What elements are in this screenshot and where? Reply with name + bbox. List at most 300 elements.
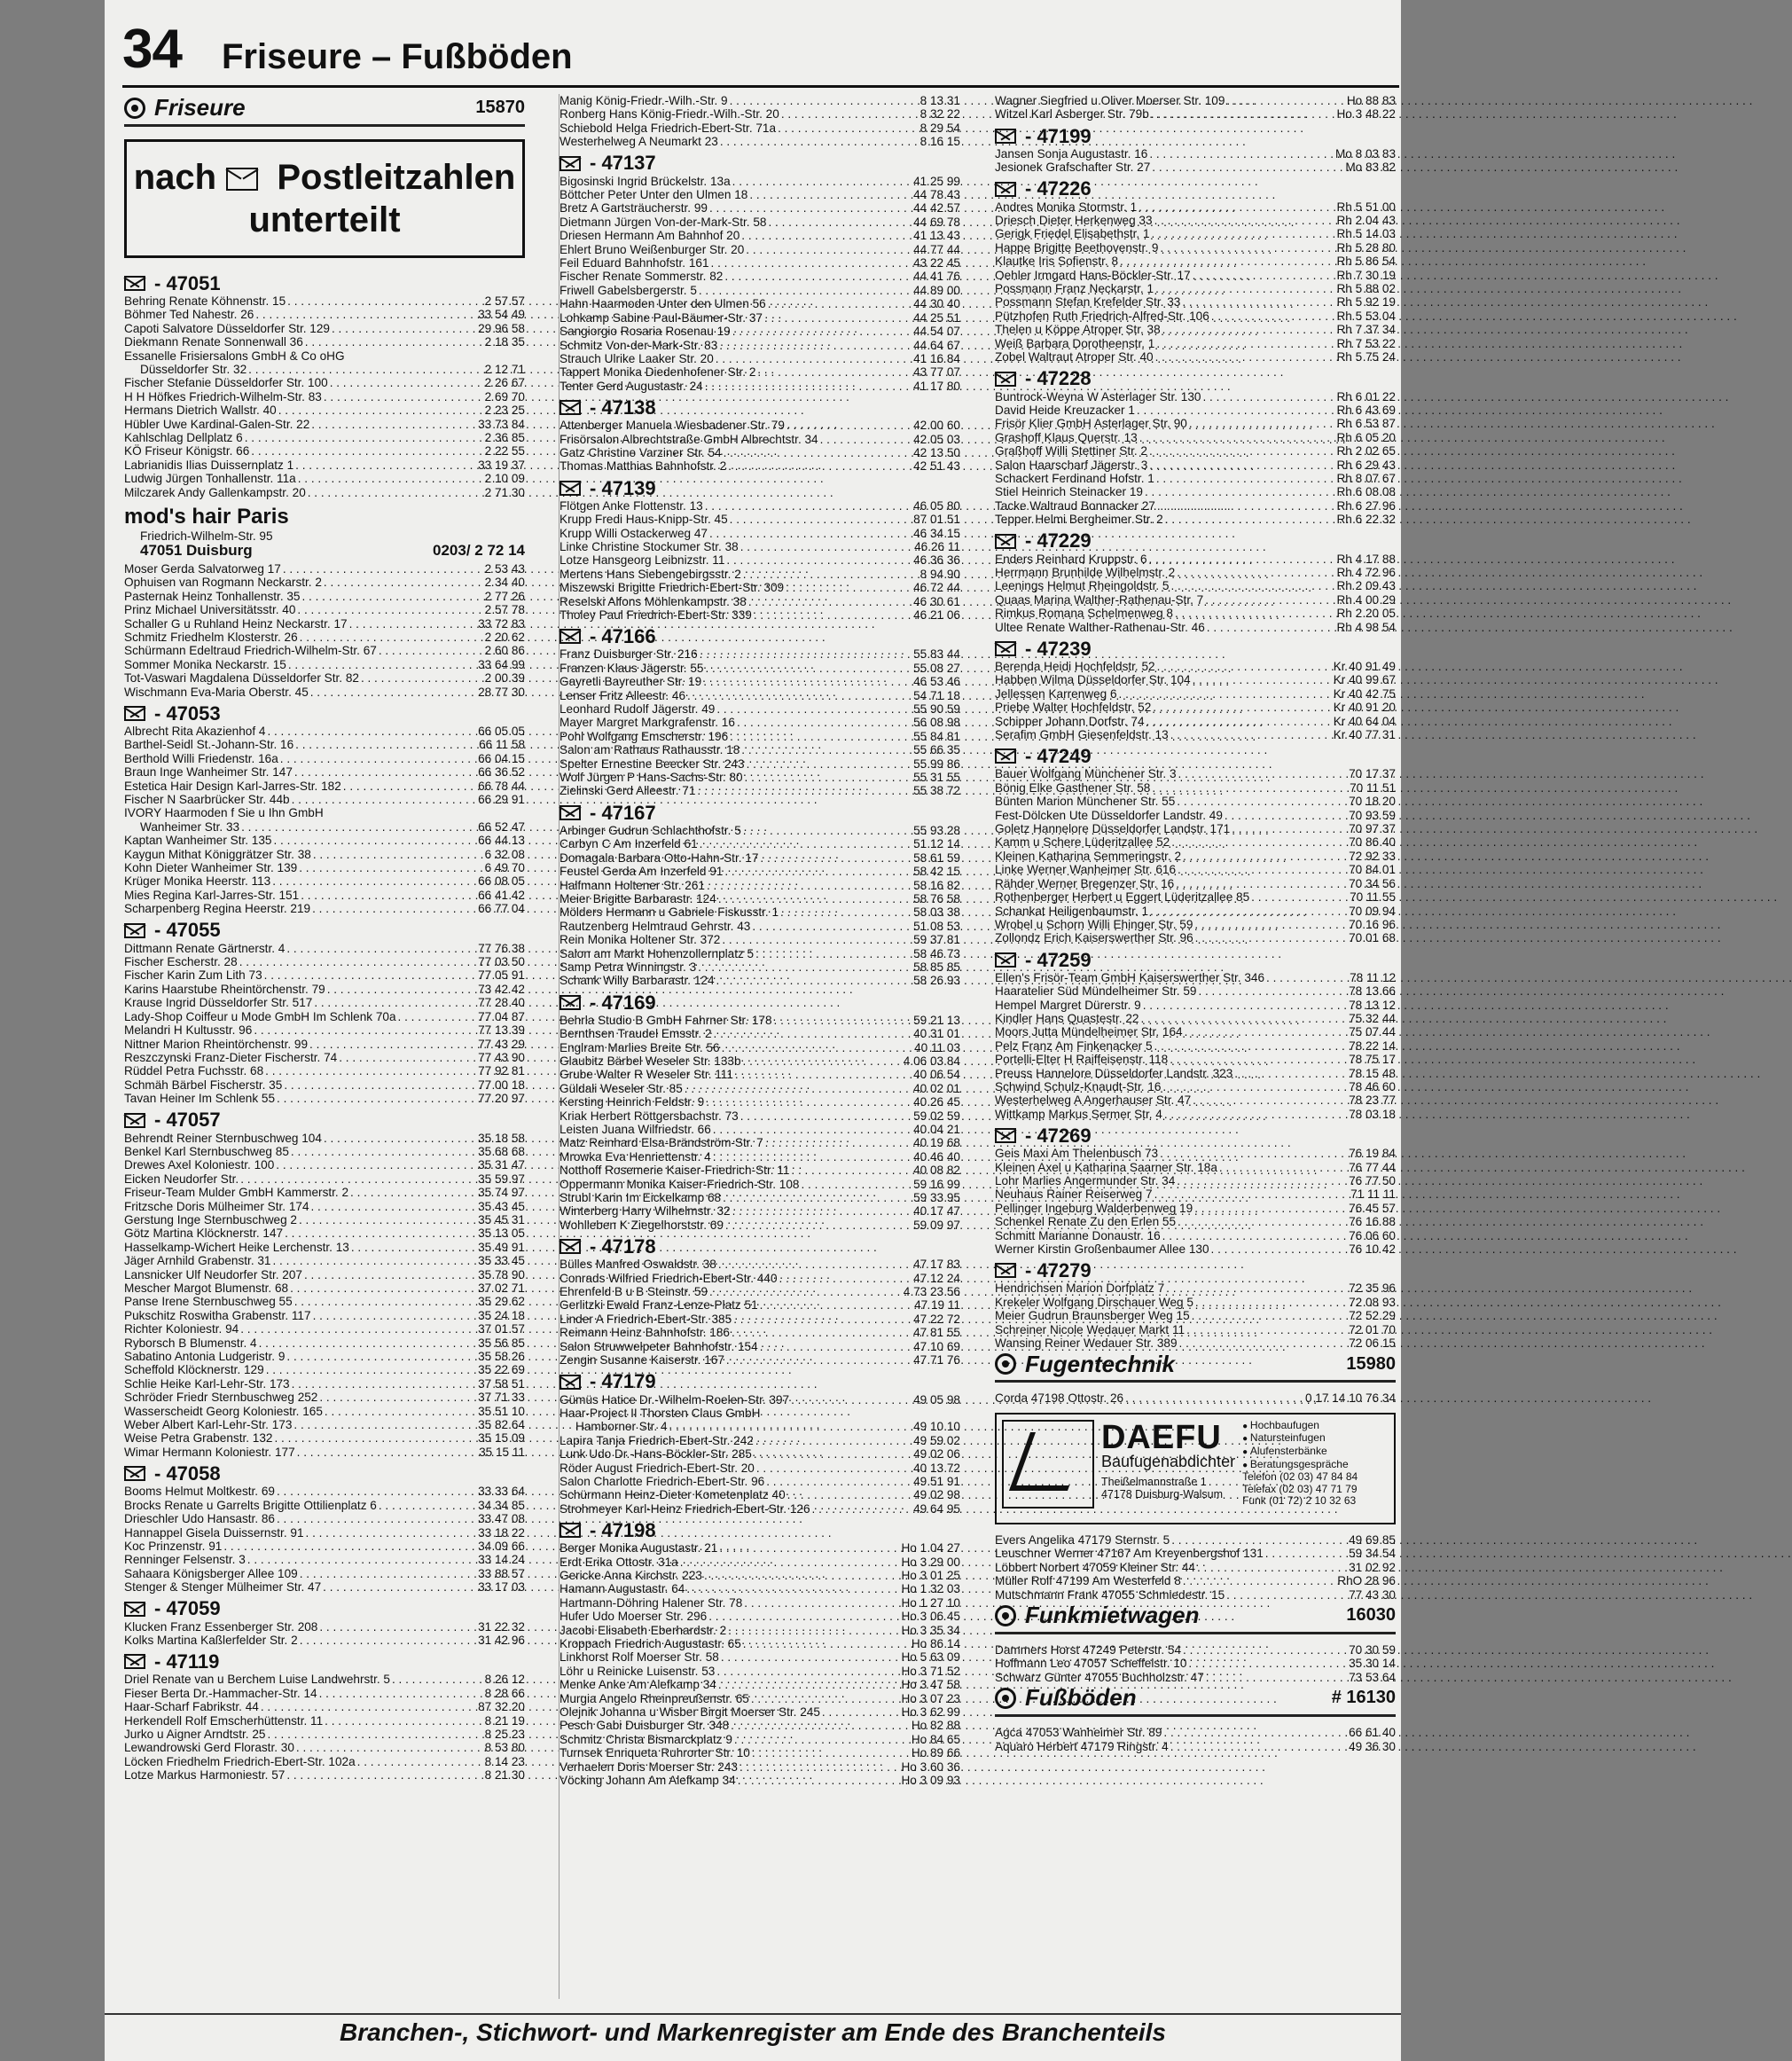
listing-entry (995, 310, 1396, 323)
listing-phone: 49 36 30 (1349, 1739, 1396, 1753)
listing-entry (560, 1746, 960, 1759)
listing-entry (995, 255, 1396, 268)
listing-name: Buntrock-Weyna W Asterlager Str. 130 (995, 389, 1201, 404)
dot-leader (716, 974, 912, 987)
listing-phone: Rh 6 01 22 (1336, 389, 1396, 404)
dot-leader (1178, 767, 1348, 780)
dot-leader (1149, 444, 1334, 458)
listing-phone: 75 07 44 (1349, 1025, 1396, 1039)
listing-name: Röder August Friedrich-Ebert-Str. 20 (560, 1461, 755, 1475)
listing-entry (560, 527, 960, 540)
listing-entry (124, 1281, 525, 1295)
listing-phone: 33 64 99 (478, 657, 525, 671)
listing-name: Schipper Johann Dorfstr. 74 (995, 714, 1145, 728)
listing-phone: 2 77 26 (484, 589, 525, 603)
listing-name: Ludwig Jürgen Tonhallenstr. 11a (124, 472, 296, 486)
listing-name: Kroppach Friedrich Augustastr. 65 (560, 1637, 741, 1650)
envelope-icon (124, 1602, 145, 1617)
dot-leader (308, 486, 483, 499)
listing-phone: 76 10 42 (1349, 1242, 1396, 1257)
listing-entry (995, 1588, 1396, 1602)
listing-name: Labrianidis Ilias Duissernplatz 1 (124, 458, 294, 472)
listing-entry (124, 834, 525, 847)
postcode-heading (560, 1518, 960, 1541)
listing-phone: 44 78 43 (913, 188, 960, 202)
postcode-label: - 47055 (154, 919, 221, 942)
listing-entry (995, 1643, 1396, 1657)
listing-phone: 55 93 28 (913, 823, 960, 837)
listing-name: Scheffold Klöcknerstr. 129 (124, 1363, 264, 1377)
dot-leader (240, 1172, 476, 1186)
listing-name: Karins Haarstube Rheintörchenstr. 79 (124, 982, 325, 996)
listing-phone: Ho 86 14 (911, 1637, 960, 1650)
listing-entry (124, 1213, 525, 1226)
listing-entry (995, 1067, 1396, 1080)
listing-name: Schürmann Heinz-Dieter Kometenplatz 40 (560, 1488, 786, 1502)
listing-phone: 40 19 68 (913, 1136, 960, 1150)
postcode-heading (124, 1650, 525, 1673)
listing-phone: 41 13 43 (913, 229, 960, 243)
listing-entry (995, 214, 1396, 227)
listing-name: Berger Monika Augustastr. 21 (560, 1541, 718, 1556)
listing-entry (560, 1109, 960, 1123)
listing-name: Krause Ingrid Düsseldorfer Str. 517 (124, 996, 313, 1010)
listing-name: Krupp Willi Ostackerweg 47 (560, 526, 708, 540)
listing-name: Fritzsche Doris Mülheimer Str. 174 (124, 1199, 309, 1213)
listing-entry (124, 1673, 525, 1686)
listing-name: Leisten Juana Wilfriedstr. 66 (560, 1123, 711, 1136)
dot-leader (1145, 485, 1335, 498)
listing-entry (560, 1123, 960, 1136)
listing-phone: 73 53 64 (1349, 1670, 1396, 1684)
dot-leader (714, 1027, 912, 1040)
listing-name: Tacke Waltraud Bonnacker 27 (995, 498, 1155, 513)
listing-entry (124, 1350, 525, 1363)
listing-phone: 35 30 14 (1349, 1657, 1396, 1671)
dot-leader (278, 404, 483, 417)
listing-phone: 33 33 64 (478, 1485, 525, 1499)
listing-name: Bretz A Gartsträucherstr. 99 (560, 201, 708, 216)
dot-leader (310, 686, 476, 699)
listing-phone: 59 33 95 (913, 1191, 960, 1205)
listing-entry (995, 1657, 1396, 1670)
listing-name: Zobel Waltraut Atroper Str. 40 (995, 350, 1154, 364)
dot-leader (245, 431, 483, 444)
listing-phone: 55 84 81 (913, 729, 960, 743)
dot-leader (779, 1272, 912, 1285)
listing-phone: 58 46 73 (913, 946, 960, 960)
listing-entry (560, 1393, 960, 1407)
dot-leader (744, 1596, 899, 1610)
listing-phone: Ho 3 62 99 (901, 1705, 960, 1720)
category-bullet-icon (124, 98, 145, 119)
listing-entry (560, 689, 960, 702)
listing-name: Wimar Hermann Koloniestr. 177 (124, 1445, 295, 1459)
dot-leader (730, 94, 919, 107)
listing-name: Carbyn C Am Inzerfeld 61 (560, 837, 698, 851)
listing-entry (124, 725, 525, 738)
dot-leader (812, 1502, 912, 1516)
dot-leader (1170, 1053, 1347, 1066)
dot-leader (1151, 107, 1335, 121)
listing-name: Wolf Jürgen P Hans-Sachs-Str. 80 (560, 771, 743, 785)
envelope-icon (226, 168, 258, 191)
listing-phone: 47 71 76 (913, 1353, 960, 1367)
listing-entry (124, 1512, 525, 1525)
listing-phone: Rh 2 04 43 (1336, 214, 1396, 228)
listing-entry (560, 1692, 960, 1705)
listing-name: Mescher Margot Blumenstr. 68 (124, 1281, 289, 1295)
listing-name: Lewandrowski Gerd Florastr. 30 (124, 1741, 294, 1755)
postcode-label: - 47279 (1025, 1259, 1092, 1282)
dot-leader (301, 889, 476, 902)
daefu-logo-icon (1002, 1420, 1094, 1509)
listing-name: Goletz Hannelore Düsseldorfer Landstr. 171 (995, 822, 1231, 836)
envelope-icon (560, 1375, 581, 1390)
listing-name: Andres Monika Stormstr. 1 (995, 200, 1138, 214)
daefu-service: ● Hochbaufugen (1242, 1420, 1389, 1433)
dot-leader (266, 1363, 476, 1376)
listing-entry (124, 1580, 525, 1594)
listing-name: Drieschler Udo Hansastr. 86 (124, 1512, 275, 1526)
dot-leader (709, 527, 912, 540)
dot-leader (327, 983, 476, 996)
listing-phone: Rh 7 37 34 (1336, 323, 1396, 337)
listing-phone: 59 02 59 (913, 1109, 960, 1123)
listing-phone: Kr 40 64 04 (1333, 714, 1396, 728)
listing-phone: 35 33 45 (478, 1254, 525, 1268)
listing-phone: 66 77 04 (478, 902, 525, 916)
dot-leader (1156, 472, 1335, 485)
listing-entry (995, 905, 1396, 918)
listing-phone: 70 97 37 (1349, 822, 1396, 836)
envelope-icon (560, 1239, 581, 1254)
dot-leader (1137, 404, 1335, 417)
postcode-label: - 47269 (1025, 1124, 1092, 1147)
listing-name: Driesen Hermann Am Bahnhof 20 (560, 229, 740, 243)
listing-entry (995, 1053, 1396, 1066)
listing-entry (124, 418, 525, 431)
listing-name: Müller Rolf 47199 Am Westerfeld 8 (995, 1574, 1181, 1588)
listing-entry (124, 765, 525, 779)
listing-entry (560, 256, 960, 270)
listing-name: Lunk Udo Dr.-Hans-Böckler-Str. 285 (560, 1447, 752, 1462)
dot-leader (1188, 1657, 1347, 1670)
postcode-label: - 47179 (590, 1370, 656, 1393)
listing-entry (124, 1567, 525, 1580)
postcode-label: - 47229 (1025, 529, 1092, 552)
listing-name: Salon am Rathaus Rathausstr. 18 (560, 743, 740, 757)
listing-name: Werner Kirstin Großenbaumer Allee 130 (995, 1242, 1209, 1257)
listing-name: Schenkel Renate Zu den Erlen 55 (995, 1215, 1177, 1229)
listing-phone: 49 51 91 (913, 1474, 960, 1488)
dot-leader (1162, 323, 1335, 336)
listing-entry (560, 865, 960, 878)
dot-leader (1186, 1323, 1347, 1336)
listing-phone: 2 10 09 (484, 472, 525, 486)
listing-entry (124, 942, 525, 955)
listing-entry (124, 1499, 525, 1512)
listing-name: Spelter Ernestine Beecker Str. 243 (560, 756, 745, 771)
listing-name: Kersting Heinrich Feldstr. 9 (560, 1095, 705, 1109)
listing-name: Schaller G u Ruhland Heinz Neckarstr. 17 (124, 616, 348, 631)
listing-entry (124, 444, 525, 458)
dot-leader (291, 1145, 476, 1158)
postcode-heading (995, 124, 1396, 147)
listing-phone: 59 16 99 (913, 1177, 960, 1191)
listing-phone: 6 32 08 (484, 847, 525, 861)
listing-name: Oehler Irmgard Hans-Böckler-Str. 17 (995, 268, 1191, 282)
listing-phone: 77 05 91 (478, 968, 525, 983)
listing-name: David Heide Kreuzacker 1 (995, 403, 1135, 417)
listing-phone: Rh 4 72 96 (1336, 565, 1396, 579)
dot-leader (748, 595, 912, 608)
listing-entry (560, 121, 960, 135)
listing-phone: Rh 7 30 19 (1336, 268, 1396, 282)
listing-name: Vöcking Johann Am Alefkamp 34 (560, 1774, 736, 1788)
listing-name: Gatz Christine Varziner Str. 54 (560, 445, 722, 459)
dot-leader (741, 743, 912, 756)
listing-entry (124, 1634, 525, 1647)
dot-leader (766, 1475, 912, 1488)
listing-entry (560, 1610, 960, 1623)
listing-phone: 40 11 03 (914, 1040, 960, 1054)
listing-entry (124, 1268, 525, 1281)
listing-entry (560, 730, 960, 743)
dot-leader (801, 1178, 912, 1191)
dot-leader (755, 1434, 912, 1447)
dot-leader (725, 1219, 912, 1232)
listing-phone: 66 78 44 (478, 779, 525, 793)
listing-phone: 8 32 22 (919, 107, 960, 121)
highlighted-listing-phone: 0203/ 2 72 14 (433, 541, 525, 559)
listing-phone: 70 84 01 (1349, 863, 1396, 877)
daefu-address: 47178 Duisburg-Walsum (1100, 1488, 1224, 1501)
postcode-label: - 47198 (590, 1518, 656, 1541)
dot-leader (1179, 1336, 1348, 1350)
listing-name: Hannappel Gisela Duissernstr. 91 (124, 1525, 304, 1540)
listing-phone: Rh 6 08 08 (1336, 485, 1396, 499)
listing-name: Hoffmann Leo 47057 Scheffelstr. 10 (995, 1657, 1187, 1671)
page-number: 34 (122, 19, 182, 80)
dot-leader (1170, 728, 1332, 741)
listing-phone: 41 25 99 (913, 174, 960, 188)
listing-name: Herkendell Rolf Emscherhüttenstr. 11 (124, 1713, 324, 1728)
dot-leader (295, 738, 477, 751)
envelope-icon (124, 1654, 145, 1669)
listing-entry (995, 282, 1396, 295)
listing-entry (995, 472, 1396, 485)
listing-phone: 70 93 59 (1349, 808, 1396, 822)
listing-entry (124, 1418, 525, 1431)
dot-leader (768, 297, 912, 310)
listing-name: Bigosinski Ingrid Brückelstr. 13a (560, 174, 731, 188)
listing-phone: 72 92 33 (1349, 849, 1396, 863)
listing-entry (124, 1377, 525, 1391)
listing-name: Zollondz Erich Kaiserswerther Str. 96 (995, 931, 1193, 945)
page-title: Friseure – Fußböden (222, 37, 573, 76)
postcode-heading (124, 1597, 525, 1620)
listing-name: Klucken Franz Essenberger Str. 208 (124, 1619, 318, 1634)
listing-name: Tholey Paul Friedrich-Ebert-Str. 339 (560, 608, 752, 622)
listing-name: Friseur-Team Mulder GmbH Kammerstr. 2 (124, 1186, 349, 1200)
dot-leader (704, 1569, 900, 1582)
listing-name: Bauer Wolfgang Münchener Str. 3 (995, 767, 1177, 781)
dot-leader (706, 1095, 912, 1109)
daefu-service: ● Natursteinfugen (1242, 1432, 1389, 1446)
listing-name: Lady-Shop Coiffeur u Mode GmbH Im Schlenk 70a (124, 1009, 396, 1023)
listing-phone: 47 17 83 (913, 1258, 960, 1272)
dot-leader (286, 942, 476, 955)
listing-name: Capoti Salvatore Düsseldorfer Str. 129 (124, 321, 330, 335)
listing-name: Thomas Matthias Bahnhofstr. 2 (560, 459, 727, 474)
listing-name: Schiebold Helga Friedrich-Ebert-Str. 71a (560, 121, 777, 135)
listing-name: Salon am Markt Hohenzollernplatz 5 (560, 946, 755, 960)
dot-leader (284, 1078, 476, 1092)
listing-phone: 51 12 14 (913, 837, 960, 851)
listing-entry (995, 1012, 1396, 1025)
listing-name: Kamm u Schere Lüderitzallee 52 (995, 835, 1170, 850)
dot-leader (319, 1391, 476, 1404)
listing-phone: 42 13 50 (913, 445, 960, 459)
listing-name: Matz Reinhard Elsa-Brändström-Str. 7 (560, 1136, 763, 1150)
listing-name: Possmann Stefan Krefelder Str. 33 (995, 295, 1181, 310)
listing-entry (560, 1340, 960, 1353)
listing-name: Jäger Arnhild Grabenstr. 31 (124, 1254, 271, 1268)
listing-entry (124, 752, 525, 765)
listing-entry (124, 861, 525, 874)
listing-name: Wasserscheidt Georg Koloniestr. 165 (124, 1404, 323, 1418)
listing-phone: 40 17 47 (913, 1204, 960, 1219)
dot-leader (726, 1353, 912, 1367)
listing-name: Gerstung Inge Sternbuschweg 2 (124, 1212, 297, 1226)
listing-name: Schwind Schulz-Knaudt-Str. 16 (995, 1079, 1162, 1093)
listing-entry (995, 593, 1396, 607)
listing-phone: Ho 5 63 09 (901, 1650, 960, 1665)
dot-leader (1125, 1391, 1303, 1405)
listing-phone: 2 23 25 (484, 404, 525, 418)
listing-entry (995, 227, 1396, 240)
listing-entry (995, 781, 1396, 795)
postcode-label: - 47051 (154, 271, 221, 294)
listing-phone: Ho 3 48 22 (1336, 107, 1396, 121)
postcode-heading (124, 919, 525, 942)
listing-entry (560, 297, 960, 310)
listing-name: Nittner Marion Rheintörchenstr. 99 (124, 1037, 309, 1051)
listing-entry (995, 566, 1396, 579)
listing-entry (560, 1462, 960, 1475)
listing-entry (560, 771, 960, 784)
listing-entry (124, 1254, 525, 1267)
listing-name: Krekeler Wolfgang Dirschauer Weg 5 (995, 1295, 1193, 1309)
dot-leader (1193, 1093, 1347, 1107)
dot-leader (1166, 1281, 1347, 1295)
listing-phone: 44 41 76 (913, 270, 960, 284)
listing-name: Priebe Walter Hochfeldstr. 52 (995, 701, 1152, 715)
dot-leader (724, 270, 912, 283)
listing-name: Hamann Augustastr. 64 (560, 1582, 685, 1596)
listing-phone: Kr 40 91 20 (1333, 701, 1396, 715)
dot-leader (1156, 337, 1334, 350)
listing-name: Rimkus Romana Schelmenweg 8 (995, 607, 1173, 621)
listing-entry (995, 1187, 1396, 1201)
dot-leader (280, 752, 476, 765)
dot-leader (1143, 999, 1347, 1012)
dot-leader (302, 590, 483, 603)
listing-entry (560, 175, 960, 188)
dot-leader (711, 256, 912, 270)
listing-name: Kaptan Wanheimer Str. 135 (124, 834, 272, 848)
listing-name: Behrla Studio B GmbH Fahrner Str. 178 (560, 1013, 772, 1027)
listing-entry (995, 1336, 1396, 1350)
dot-leader (294, 765, 476, 779)
listing-name: Hartmann-Döhring Halener Str. 78 (560, 1595, 743, 1610)
listing-phone: 2 22 55 (484, 444, 525, 458)
listing-name: Samp Petra Winningstr. 3 (560, 960, 697, 974)
listing-name: Bernthsen Traudel Emsstr. 2 (560, 1027, 712, 1041)
listing-name: Tot-Vaswari Magdalena Düsseldorfer Str. 82 (124, 671, 359, 686)
listing-name: Hermans Dietrich Wallstr. 40 (124, 404, 277, 418)
listing-name: Ronberg Hans König-Friedr.-Wilh.-Str. 20 (560, 107, 779, 121)
listing-phone: 2 57 57 (484, 294, 525, 308)
listing-name: Weber Albert Karl-Lehr-Str. 173 (124, 1418, 293, 1432)
dot-leader (300, 631, 483, 644)
listing-name: Pesch Gabi Duisburger Str. 348 (560, 1719, 730, 1733)
listing-phone: 44 69 78 (913, 215, 960, 229)
listing-phone: 2 36 85 (484, 431, 525, 445)
listing-phone: Ho 88 83 (1346, 94, 1396, 107)
dot-leader (392, 1673, 483, 1686)
listing-entry (124, 1714, 525, 1728)
listing-entry (124, 671, 525, 685)
dot-leader (719, 1541, 899, 1555)
listing-name: Pasternak Heinz Tonhallenstr. 35 (124, 589, 301, 603)
envelope-icon (560, 1523, 581, 1538)
listing-entry (560, 1298, 960, 1312)
dot-leader (718, 892, 912, 905)
listing-phone: Ho 3 07 23 (901, 1691, 960, 1705)
dot-leader (791, 1164, 912, 1177)
category-bullet-icon (995, 1605, 1016, 1626)
listing-entry (995, 1080, 1396, 1093)
dot-leader (1211, 310, 1335, 323)
listing-name: Fischer Renate Sommerstr. 82 (560, 270, 724, 284)
dot-leader (1155, 282, 1334, 295)
listing-name: Dammers Horst 47249 Peterstr. 54 (995, 1642, 1182, 1657)
listing-name: Arbinger Gudrun Schlachthofstr. 5 (560, 823, 741, 837)
dot-leader (1207, 621, 1335, 634)
page-header (122, 16, 1399, 88)
listing-phone: Rh 6 27 96 (1336, 498, 1396, 513)
dot-leader (311, 418, 476, 431)
dot-leader (722, 933, 912, 946)
listing-entry (995, 485, 1396, 498)
listing-entry (995, 390, 1396, 404)
listing-entry (124, 1485, 525, 1498)
listing-name: Pohl Wolfgang Emscherstr. 196 (560, 729, 729, 743)
listing-entry (124, 1172, 525, 1186)
listing-name: Happe Brigitte Beethovenstr. 9 (995, 240, 1159, 255)
listing-phone: Ho 1 04 27 (901, 1541, 960, 1556)
listing-entry (560, 1650, 960, 1664)
listing-entry (995, 918, 1396, 931)
dot-leader (324, 1132, 476, 1145)
postcode-label: - 47138 (590, 396, 656, 419)
listing-entry (995, 1281, 1396, 1295)
dot-leader (275, 1431, 477, 1445)
listing-entry (560, 1095, 960, 1109)
listing-phone: 46 05 80 (913, 498, 960, 513)
